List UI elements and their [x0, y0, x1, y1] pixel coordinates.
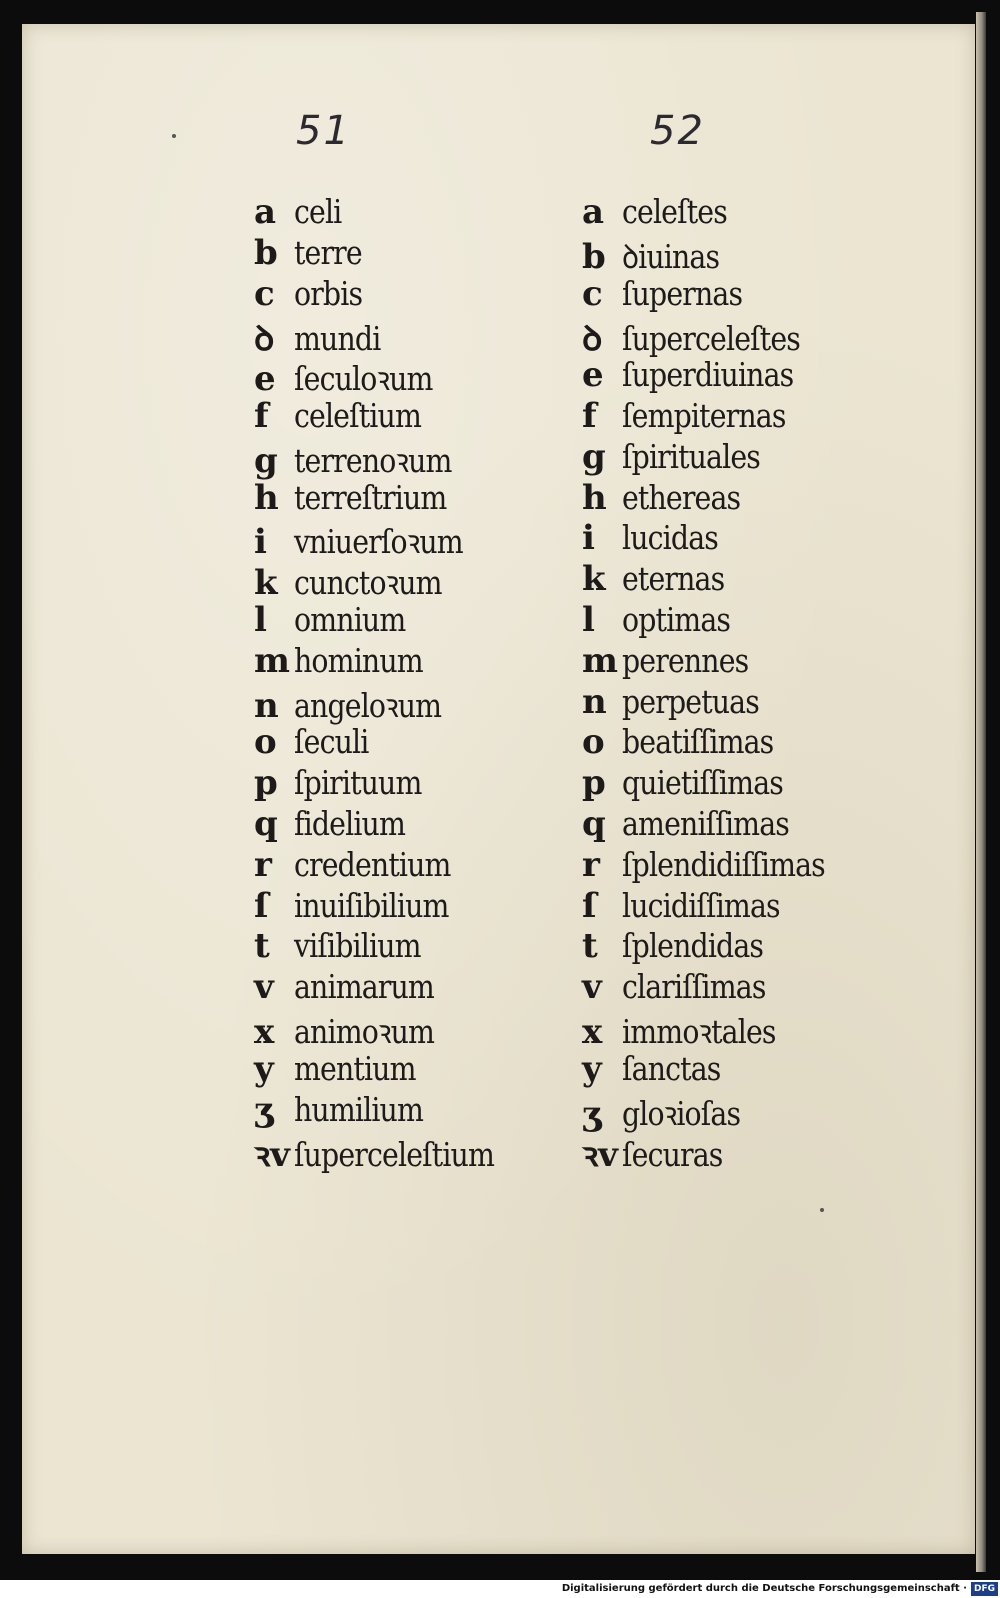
list-item: [254, 682, 527, 726]
list-item: [582, 804, 858, 845]
list-item: [254, 722, 527, 763]
item-letter: f: [254, 395, 269, 436]
list-item: [254, 1008, 527, 1052]
item-word: ſuperceleſtium: [294, 1135, 495, 1175]
item-word: ſplendidas: [622, 926, 764, 966]
list-item: [254, 478, 527, 519]
item-word: terre: [294, 232, 362, 272]
item-word: ameniſſimas: [622, 803, 790, 843]
item-word: animarum: [294, 967, 434, 1007]
item-letter: v: [254, 967, 274, 1008]
item-word: mundi: [294, 319, 381, 359]
item-letter: ꝺ: [582, 319, 603, 360]
item-letter: t: [582, 926, 598, 967]
item-word: animoꝛum: [294, 1011, 435, 1051]
item-letter: n: [254, 685, 279, 726]
item-letter: r: [582, 844, 600, 885]
page-edge: [976, 12, 986, 1572]
item-letter: e: [582, 355, 604, 396]
list-item: [582, 600, 858, 641]
list-item: [582, 641, 858, 682]
item-letter: g: [582, 436, 606, 477]
item-word: celi: [294, 192, 342, 231]
item-word: lucidas: [622, 518, 718, 558]
list-item: [582, 518, 858, 559]
item-letter: q: [254, 803, 278, 844]
list-item: [254, 274, 527, 315]
item-letter: b: [582, 236, 606, 277]
item-word: hominum: [294, 640, 423, 680]
dfg-logo: DFG: [971, 1582, 998, 1596]
list-item: [254, 886, 527, 927]
list-item: [582, 274, 858, 315]
item-letter: o: [254, 722, 277, 763]
list-item: [582, 722, 858, 763]
item-word: ſempiternas: [622, 395, 786, 435]
item-word: cunctoꝛum: [294, 563, 442, 603]
list-item: [254, 192, 527, 233]
item-letter: v: [582, 967, 602, 1008]
item-letter: m: [582, 640, 618, 681]
list-item: [582, 437, 858, 478]
item-word: ſplendidiſſimas: [622, 844, 825, 884]
item-letter: a: [254, 192, 277, 232]
item-word: ꝺiuinas: [622, 236, 720, 276]
list-item: [254, 1090, 527, 1131]
list-item: [254, 355, 527, 400]
list-item: [254, 1049, 527, 1090]
item-word: ſanctas: [622, 1048, 721, 1088]
item-letter: x: [254, 1011, 275, 1052]
item-word: ſeculi: [294, 722, 369, 762]
list-item: [254, 233, 527, 274]
item-word: fidelium: [294, 803, 406, 843]
item-word: orbis: [294, 273, 363, 313]
list-item: [254, 763, 527, 804]
list-item: [254, 641, 527, 682]
item-letter: a: [582, 192, 605, 232]
list-item: [582, 682, 858, 723]
item-word: angeloꝛum: [294, 685, 442, 725]
list-item: [254, 845, 527, 886]
item-letter: ʒ: [582, 1093, 602, 1134]
list-item: [254, 967, 527, 1008]
item-letter: k: [582, 559, 606, 600]
item-word: viſibilium: [294, 926, 421, 966]
item-letter: h: [582, 477, 607, 518]
list-item: [254, 1130, 527, 1176]
item-letter: k: [254, 563, 278, 604]
item-word: omnium: [294, 599, 406, 639]
item-letter: m: [254, 640, 290, 681]
item-word: vniuerſoꝛum: [294, 522, 463, 562]
item-word: eternas: [622, 559, 725, 599]
item-letter: ꝺ: [254, 319, 275, 360]
list-item: [582, 1090, 858, 1134]
item-letter: g: [254, 440, 278, 481]
item-letter: l: [254, 599, 267, 640]
list-item: [582, 845, 858, 886]
list-item: [582, 1049, 858, 1090]
credit-text: Digitalisierung gefördert durch die Deutsche Forschungsgemeinschaft ·: [561, 1583, 967, 1594]
item-letter: ꝛv: [582, 1135, 618, 1176]
item-word: celeſtium: [294, 395, 421, 435]
list-item: [254, 396, 527, 437]
list-item: [582, 926, 858, 967]
list-item: [582, 396, 858, 437]
list-item: [254, 926, 527, 967]
item-letter: p: [254, 763, 278, 804]
item-word: terreſtrium: [294, 477, 447, 517]
item-word: clariſſimas: [622, 967, 766, 1007]
item-word: humilium: [294, 1089, 424, 1129]
list-item: [582, 763, 858, 804]
item-word: immoꝛtales: [622, 1011, 776, 1051]
item-word: ſuperdiuinas: [622, 355, 794, 395]
item-word: optimas: [622, 599, 731, 639]
list-item: [582, 233, 858, 277]
left-word-column: [254, 192, 527, 1176]
item-letter: b: [254, 232, 278, 273]
digitization-credit: [562, 1581, 998, 1596]
item-word: terrenoꝛum: [294, 440, 452, 480]
item-word: credentium: [294, 844, 451, 884]
folio-number-left: 51: [296, 108, 351, 154]
item-word: ſecuras: [622, 1135, 723, 1175]
item-word: mentium: [294, 1048, 416, 1088]
item-letter: l: [582, 599, 595, 640]
item-letter: e: [254, 359, 276, 400]
item-word: perennes: [622, 640, 749, 680]
list-item: [254, 437, 527, 481]
list-item: [254, 559, 527, 604]
item-word: lucidiſſimas: [622, 885, 780, 925]
item-word: ethereas: [622, 477, 741, 517]
list-item: [582, 314, 858, 360]
item-letter: i: [254, 522, 267, 563]
item-word: ſpirituum: [294, 763, 422, 803]
list-item: [582, 1130, 858, 1176]
list-item: [582, 1008, 858, 1052]
item-letter: h: [254, 477, 279, 518]
item-word: quietiſſimas: [622, 763, 783, 803]
item-letter: t: [254, 926, 270, 967]
list-item: [254, 804, 527, 845]
item-letter: o: [582, 722, 605, 763]
list-item: [254, 314, 527, 360]
list-item: [582, 886, 858, 927]
item-letter: c: [582, 273, 603, 314]
item-letter: ʒ: [254, 1089, 274, 1130]
item-word: ſupernas: [622, 273, 743, 313]
item-letter: p: [582, 763, 606, 804]
paper-speck: [172, 134, 176, 138]
list-item: [582, 478, 858, 519]
list-item: [582, 967, 858, 1008]
item-word: celeſtes: [622, 192, 727, 231]
list-item: [254, 518, 527, 563]
item-letter: ſ: [254, 885, 269, 926]
item-word: ſeculoꝛum: [294, 359, 433, 399]
item-letter: ſ: [582, 885, 597, 926]
right-word-column: [582, 192, 858, 1176]
item-letter: x: [582, 1011, 603, 1052]
item-letter: i: [582, 518, 595, 559]
item-word: beatiſſimas: [622, 722, 774, 762]
list-item: [254, 600, 527, 641]
item-word: gloꝛioſas: [622, 1093, 741, 1133]
item-letter: y: [254, 1048, 274, 1089]
list-item: [582, 559, 858, 600]
item-letter: n: [582, 681, 607, 722]
item-word: ſpirituales: [622, 436, 760, 476]
item-letter: y: [582, 1048, 602, 1089]
item-letter: f: [582, 395, 597, 436]
folio-number-right: 52: [650, 108, 705, 154]
list-item: [582, 192, 858, 233]
item-letter: c: [254, 273, 275, 314]
list-item: [582, 355, 858, 396]
paper-speck: [820, 1208, 824, 1212]
item-letter: r: [254, 844, 272, 885]
item-letter: q: [582, 803, 606, 844]
item-word: ſuperceleſtes: [622, 319, 800, 359]
item-word: perpetuas: [622, 681, 759, 721]
item-letter: ꝛv: [254, 1135, 290, 1176]
item-word: inuiſibilium: [294, 885, 449, 925]
